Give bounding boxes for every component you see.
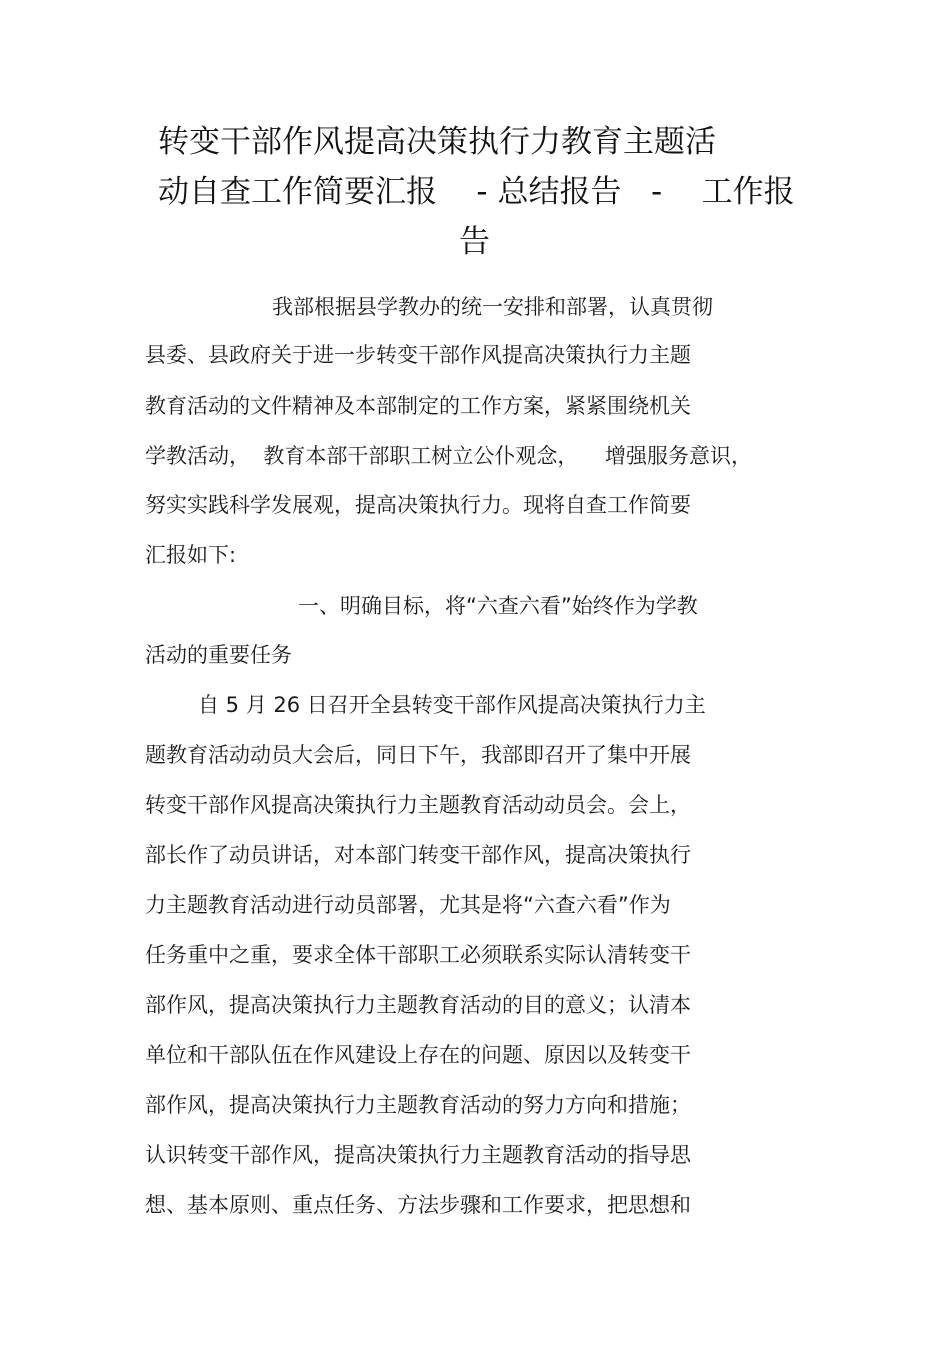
paragraph-line: 教育活动的文件精神及本部制定的工作方案，紧紧围绕机关 [145,394,691,418]
paragraph-line: 想、基本原则、重点任务、方法步骤和工作要求，把思想和 [145,1193,691,1217]
paragraph-line: 转变干部作风提高决策执行力主题教育活动动员会。会上， [145,793,691,817]
paragraph-line: 我部根据县学教办的统一安排和部署，认真贯彻 [272,295,713,319]
paragraph-line: 自 5 月 26 日召开全县转变干部作风提高决策执行力主 [198,693,706,717]
paragraph-line: 单位和干部队伍在作风建设上存在的问题、原因以及转变干 [145,1043,691,1067]
paragraph-line: 努实实践科学发展观，提高决策执行力。现将自查工作简要 [145,493,691,517]
paragraph-line: 力主题教育活动进行动员部署，尤其是将“六查六看”作为 [145,893,671,917]
paragraph-line: 认识转变干部作风，提高决策执行力主题教育活动的指导思 [145,1143,691,1167]
document-title-line-2: 动自查工作简要汇报 - 总结报告 - 工作报 [158,174,795,210]
paragraph-line: 部作风，提高决策执行力主题教育活动的目的意义；认清本 [145,993,691,1017]
paragraph-line: 任务重中之重，要求全体干部职工必须联系实际认清转变干 [145,943,691,967]
document-title-line-1: 转变干部作风提高决策执行力教育主题活 [158,124,716,160]
paragraph-line: 县委、县政府关于进一步转变干部作风提高决策执行力主题 [145,343,691,367]
paragraph-line: 汇报如下: [145,543,237,567]
paragraph-line: 部作风，提高决策执行力主题教育活动的努力方向和措施； [145,1093,691,1117]
section-heading-line: 一、明确目标，将“六查六看”始终作为学教 [298,594,698,618]
document-title-line-3: 告 [459,224,490,260]
section-heading-line: 活动的重要任务 [145,643,292,667]
paragraph-line: 部长作了动员讲话，对本部门转变干部作风，提高决策执行 [145,843,691,867]
paragraph-line: 题教育活动动员大会后，同日下午，我部即召开了集中开展 [145,743,691,767]
paragraph-line: 学教活动， 教育本部干部职工树立公仆观念， 增强服务意识， [145,444,753,468]
